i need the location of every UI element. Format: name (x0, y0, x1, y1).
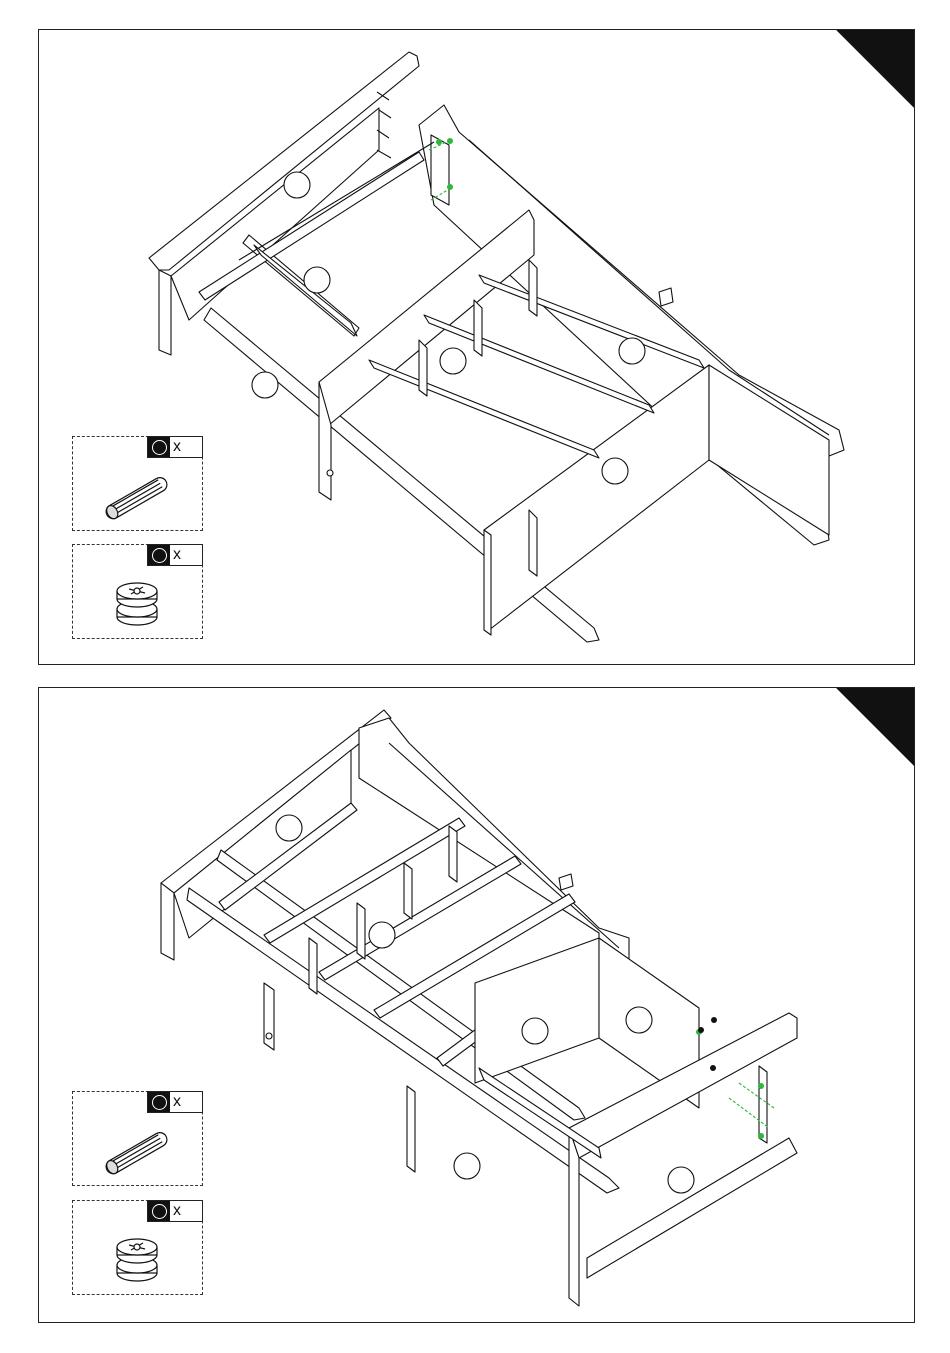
quantity-circle-icon (152, 1095, 167, 1110)
quantity-label (147, 436, 203, 458)
cam-lock-icon (73, 1223, 202, 1293)
assembly-step-panel-1 (38, 29, 915, 665)
corner-step-marker (834, 688, 914, 768)
quantity-mark: x (173, 438, 181, 455)
quantity-circle-icon (152, 1204, 167, 1219)
quantity-mark: x (173, 546, 181, 563)
cam-lock-icon (73, 567, 202, 637)
quantity-mark: x (173, 1202, 181, 1219)
dowel-icon (73, 1114, 202, 1184)
corner-step-marker (834, 30, 914, 110)
quantity-circle-icon (152, 440, 167, 455)
parts-box-dowel (72, 1091, 203, 1186)
parts-box-cam-lock (72, 1200, 203, 1295)
quantity-label (147, 544, 203, 566)
parts-box-dowel (72, 436, 203, 531)
quantity-label (147, 1200, 203, 1222)
dowel-icon (73, 459, 202, 529)
assembly-step-panel-2 (38, 687, 915, 1323)
quantity-label (147, 1091, 203, 1113)
quantity-circle-icon (152, 548, 167, 563)
quantity-mark: x (173, 1093, 181, 1110)
parts-box-cam-lock (72, 544, 203, 639)
